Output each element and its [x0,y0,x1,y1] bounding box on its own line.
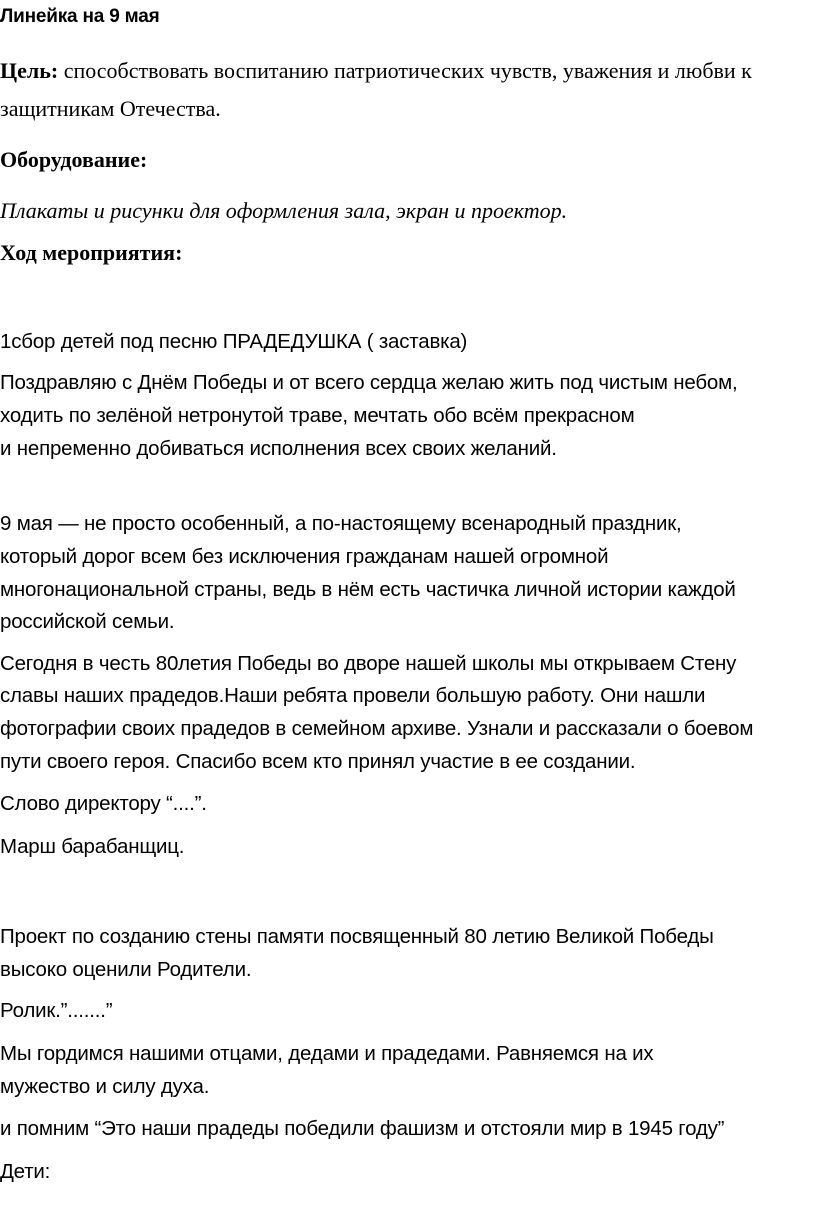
document-title: Линейка на 9 мая [0,6,160,27]
equipment-text: Плакаты и рисунки для оформления зала, экран и проектор. [0,198,568,223]
paragraph-line: 1сбор детей под песню ПРАДЕДУШКА ( заставка) [0,330,468,353]
paragraph-line: 9 мая — не просто особенный, а по-настоящему всенародный праздник, [0,512,682,535]
paragraph-line: Ролик.”.......” [0,999,113,1022]
paragraph-line: высоко оценили Родители. [0,958,252,981]
paragraph-line: российской семьи. [0,610,175,633]
paragraph-line: который дорог всем без исключения гражданам нашей огромной [0,545,609,568]
goal-line-1 [0,58,752,84]
paragraph-line: и непременно добиваться исполнения всех своих желаний. [0,437,557,460]
paragraph-line: Дети: [0,1160,51,1183]
paragraph-line: Марш барабанщиц. [0,835,185,858]
paragraph-line: и помним “Это наши прадеды победили фашизм и отстояли мир в 1945 году” [0,1117,725,1140]
paragraph-line: фотографии своих прадедов в семейном архиве. Узнали и рассказали о боевом [0,717,754,740]
goal-line-2: защитникам Отечества. [0,96,221,121]
goal-text-1: способствовать воспитанию патриотических чувств, уважения и любви к [58,58,752,83]
goal-label: Цель: [0,58,59,83]
paragraph-line: Поздравляю с Днём Победы и от всего сердца желаю жить под чистым небом, [0,371,738,394]
paragraph-line: мужество и силу духа. [0,1075,210,1098]
course-label: Ход мероприятия: [0,240,183,265]
paragraph-line: славы наших прадедов.Наши ребята провели большую работу. Они нашли [0,684,706,707]
paragraph-line: Проект по созданию стены памяти посвященный 80 летию Великой Победы [0,925,714,948]
paragraph-line: многонациональной страны, ведь в нём есть частичка личной истории каждой [0,578,736,601]
paragraph-line: Мы гордимся нашими отцами, дедами и прадедами. Равняемся на их [0,1042,654,1065]
paragraph-line: пути своего героя. Спасибо всем кто принял участие в ее создании. [0,750,636,773]
paragraph-line: Слово директору “....”. [0,792,207,815]
paragraph-line: Сегодня в честь 80летия Победы во дворе нашей школы мы открываем Стену [0,652,737,675]
equipment-label: Оборудование: [0,147,148,172]
paragraph-line: ходить по зелёной нетронутой траве, мечтать обо всём прекрасном [0,404,635,427]
